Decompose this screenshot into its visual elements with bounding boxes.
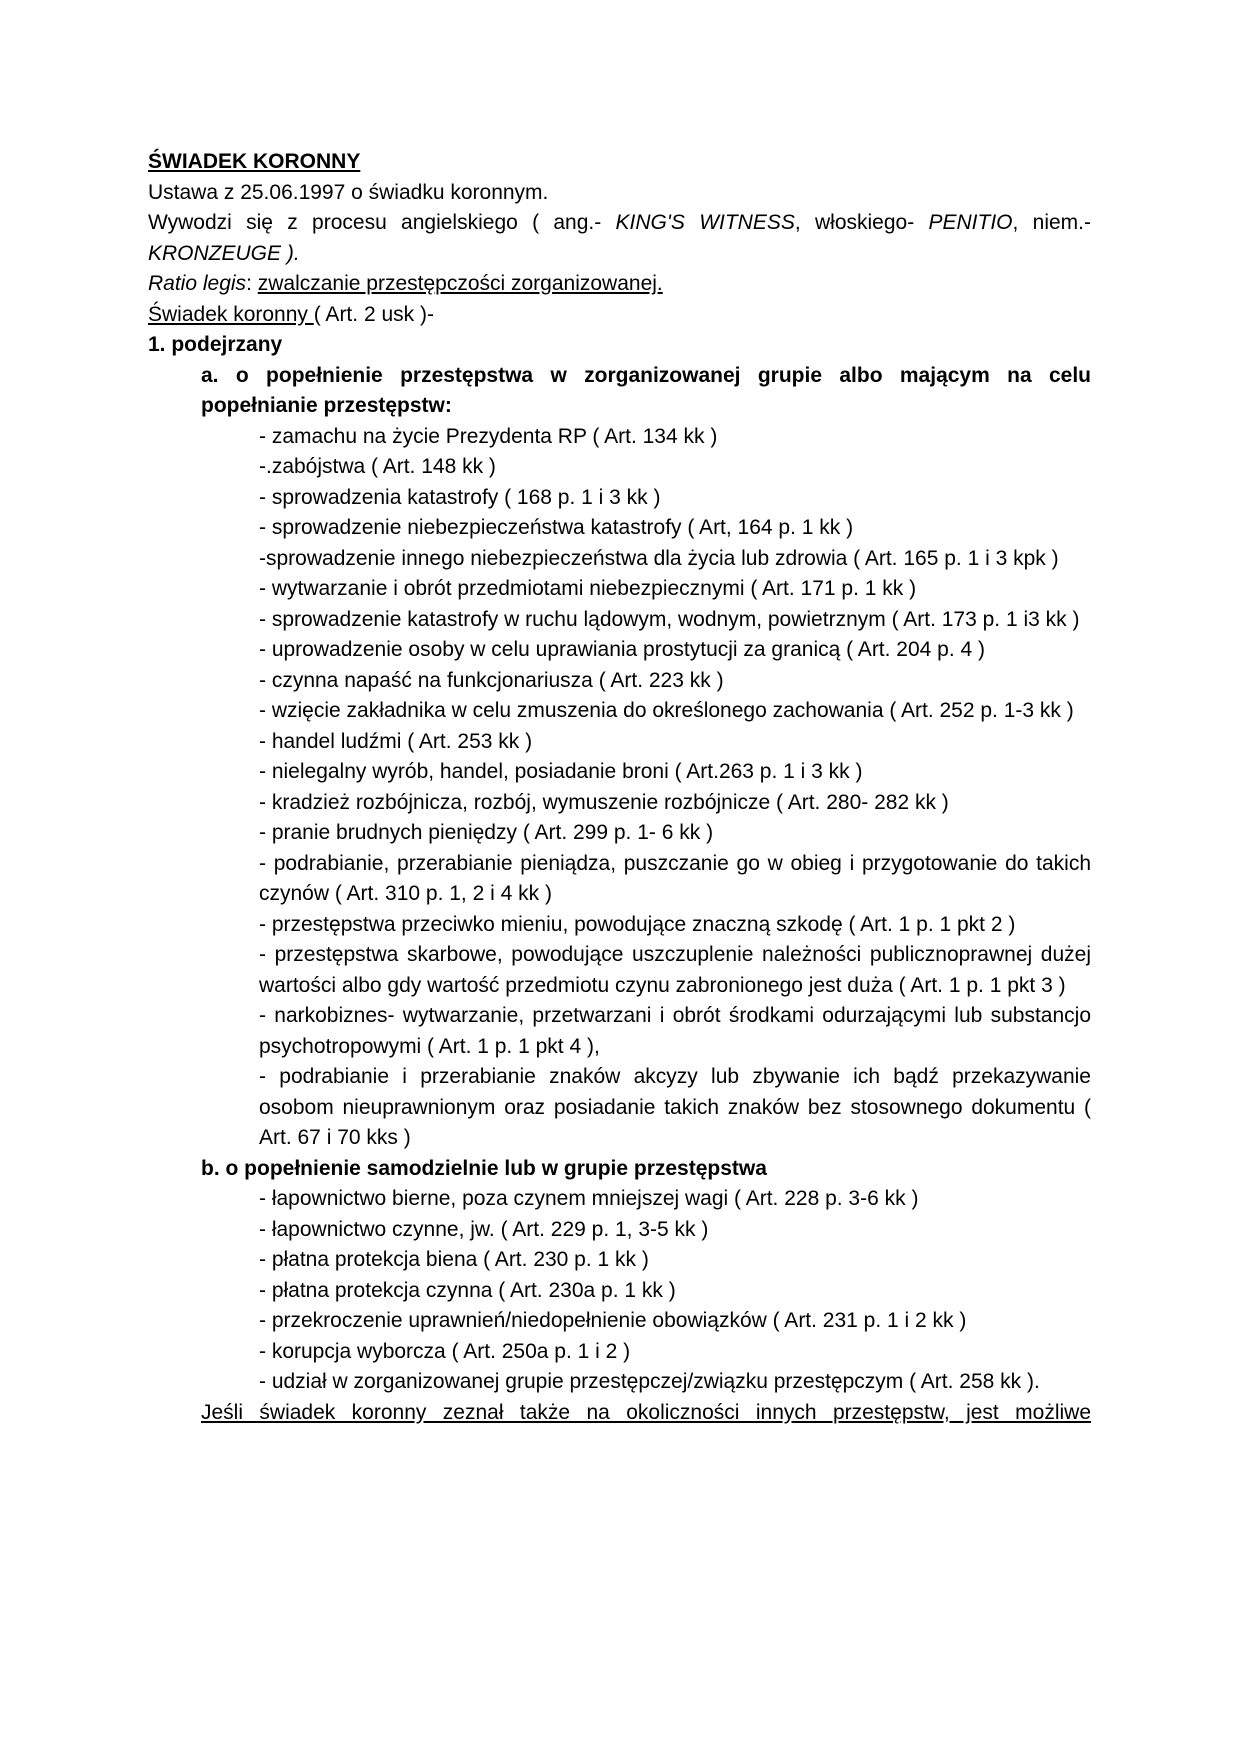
list-item: - kradzież rozbójnicza, rozbój, wymuszenie rozbójnicze ( Art. 280- 282 kk ) [259, 790, 949, 814]
list-item: -sprowadzenie innego niebezpieczeństwa dla życia lub zdrowia ( Art. 165 p. 1 i 3 kpk ) [259, 546, 1059, 570]
list-item: - łapownictwo czynne, jw. ( Art. 229 p. 1, 3-5 kk ) [259, 1217, 709, 1241]
list-a [259, 422, 1091, 1154]
list-item: - handel ludźmi ( Art. 253 kk ) [259, 729, 533, 753]
list-item: - wytwarzanie i obrót przedmiotami niebezpiecznymi ( Art. 171 p. 1 kk ) [259, 577, 917, 600]
definition-label: Świadek koronny [148, 302, 314, 326]
list-item: - przestępstwa przeciwko mieniu, powodujące znaczną szkodę ( Art. 1 p. 1 pkt 2 ) [259, 912, 1016, 936]
list-item: - sprowadzenie katastrofy w ruchu lądowym, wodnym, powietrznym ( Art. 173 p. 1 i3 kk ) [259, 607, 1080, 631]
list-item: - wzięcie zakładnika w celu zmuszenia do określonego zachowania ( Art. 252 p. 1-3 kk ) [259, 699, 1074, 722]
subpoint-b-heading: b. o popełnienie samodzielnie lub w grupie przestępstwa [201, 1156, 767, 1180]
list-item: - sprowadzenie niebezpieczeństwa katastrofy ( Art, 164 p. 1 kk ) [259, 516, 854, 539]
list-item: - czynna napaść na funkcjonariusza ( Art. 223 kk ) [259, 668, 724, 692]
act-reference: Ustawa z 25.06.1997 o świadku koronnym. [148, 180, 549, 204]
ratio-legis-text: zwalczanie przestępczości zorganizowanej. [257, 272, 663, 295]
origin-kronzeuge: KRONZEUGE ). [148, 241, 300, 265]
list-item: - nielegalny wyrób, handel, posiadanie broni ( Art.263 p. 1 i 3 kk ) [259, 760, 863, 783]
subpoint-a-heading: a. o popełnienie przestępstwa w zorganizowanej grupie albo mającym na celu popełnianie przestępstw: [201, 363, 1091, 417]
list-item: - przestępstwa skarbowe, powodujące uszczuplenie należności publicznoprawnej dużej wartości albo gdy wartość przedmiotu czynu zabronionego jest duża ( Art. 1 p. 1 pkt 3 ) [259, 943, 1091, 997]
list-item: - płatna protekcja biena ( Art. 230 p. 1 kk ) [259, 1248, 649, 1271]
ratio-legis-line [148, 269, 1091, 300]
document-title: ŚWIADEK KORONNY [148, 150, 361, 173]
list-item: - podrabianie, przerabianie pieniądza, puszczanie go w obieg i przygotowanie do takich czynów ( Art. 310 p. 1, 2 i 4 kk ) [259, 851, 1091, 905]
origin-text-1: Wywodzi się z procesu angielskiego ( ang.- [148, 211, 616, 234]
list-item: - uprowadzenie osoby w celu uprawiania prostytucji za granicą ( Art. 204 p. 4 ) [259, 638, 986, 661]
list-item: - łapownictwo bierne, poza czynem mniejszej wagi ( Art. 228 p. 3-6 kk ) [259, 1187, 919, 1210]
definition-reference: ( Art. 2 usk )- [313, 302, 434, 326]
list-item: - narkobiznes- wytwarzanie, przetwarzani i obrót środkami odurzającymi lub substancjo psychotropowymi ( Art. 1 p. 1 pkt 4 ), [259, 1004, 1091, 1058]
list-item: - płatna protekcja czynna ( Art. 230a p. 1 kk ) [259, 1278, 676, 1302]
list-b [259, 1184, 1091, 1398]
list-item: - przekroczenie uprawnień/niedopełnienie obowiązków ( Art. 231 p. 1 i 2 kk ) [259, 1309, 967, 1332]
point-1-heading: 1. podejrzany [148, 333, 283, 356]
document-content [148, 147, 1091, 1428]
list-item: - korupcja wyborcza ( Art. 250a p. 1 i 2 ) [259, 1339, 631, 1363]
list-item: - sprowadzenia katastrofy ( 168 p. 1 i 3 kk ) [259, 485, 661, 509]
origin-text-3: , niem.- [1012, 211, 1091, 234]
origin-text-2: , włoskiego- [794, 211, 929, 234]
origin-kings-witness: KING'S WITNESS [615, 211, 795, 234]
ratio-legis-label: Ratio legis [148, 272, 247, 295]
list-item: -.zabójstwa ( Art. 148 kk ) [259, 455, 496, 478]
list-item: - udział w zorganizowanej grupie przestępczej/związku przestępczym ( Art. 258 kk ). [259, 1370, 1040, 1393]
origin-paragraph [148, 208, 1091, 269]
list-item: - pranie brudnych pieniędzy ( Art. 299 p. 1- 6 kk ) [259, 821, 714, 844]
definition-line [148, 300, 1091, 331]
closing-line: Jeśli świadek koronny zeznał także na okoliczności innych przestępstw, jest możliwe [201, 1400, 1091, 1424]
list-item: - zamachu na życie Prezydenta RP ( Art. 134 kk ) [259, 424, 718, 448]
ratio-legis-colon: : [246, 272, 258, 295]
origin-penitio: PENITIO [928, 211, 1013, 234]
list-item: - podrabianie i przerabianie znaków akcyzy lub zbywanie ich bądź przekazywanie osobom nieuprawnionym oraz posiadanie takich znaków bez stosownego dokumentu ( Art. 67 i 70 kks ) [259, 1065, 1091, 1149]
